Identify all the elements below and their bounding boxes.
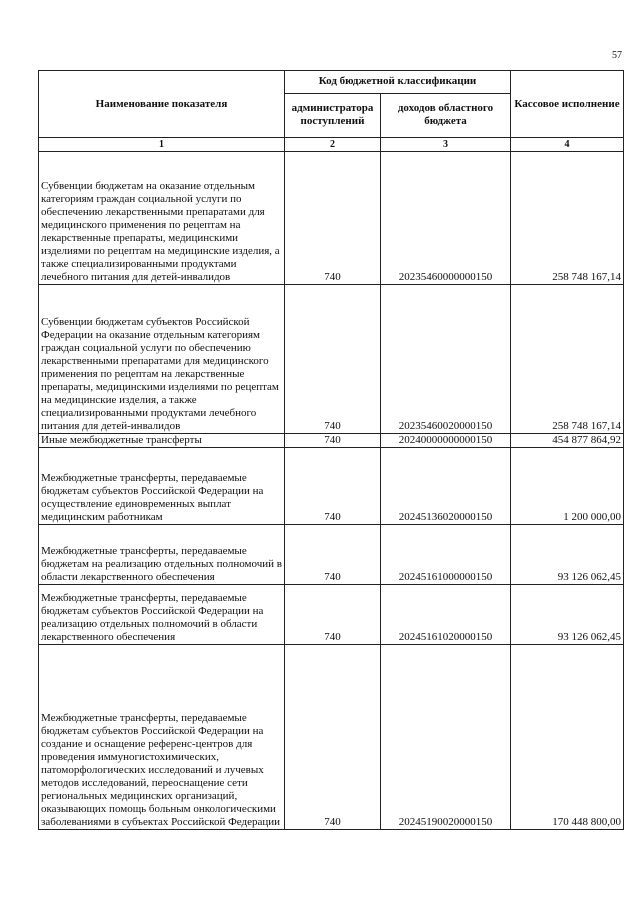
header-admin: администратора поступлений [285, 93, 381, 137]
indicator-name: Межбюджетные трансферты, передаваемые бюджетам субъектов Российской Федерации на осуществление единовременных выплат медицинским работникам [39, 448, 285, 525]
table-row [39, 152, 624, 285]
column-number: 1 [39, 138, 285, 152]
admin-code: 740 [285, 448, 381, 525]
table-row [39, 285, 624, 434]
table-row [39, 525, 624, 585]
table-row [39, 585, 624, 645]
income-code: 20240000000000150 [381, 434, 511, 448]
table-row [39, 645, 624, 830]
table-row [39, 434, 624, 448]
column-number: 3 [381, 138, 511, 152]
execution-amount: 454 877 864,92 [511, 434, 624, 448]
admin-code: 740 [285, 525, 381, 585]
admin-code: 740 [285, 285, 381, 434]
column-number: 4 [511, 138, 624, 152]
execution-amount: 170 448 800,00 [511, 645, 624, 830]
execution-amount: 93 126 062,45 [511, 525, 624, 585]
admin-code: 740 [285, 434, 381, 448]
admin-code: 740 [285, 152, 381, 285]
execution-amount: 258 748 167,14 [511, 152, 624, 285]
execution-amount: 1 200 000,00 [511, 448, 624, 525]
income-code: 20245161000000150 [381, 525, 511, 585]
indicator-name: Межбюджетные трансферты, передаваемые бюджетам на реализацию отдельных полномочий в области лекарственного обеспечения [39, 525, 285, 585]
page-number: 57 [612, 50, 622, 61]
budget-table [38, 70, 624, 830]
header-name: Наименование показателя [39, 71, 285, 138]
indicator-name: Межбюджетные трансферты, передаваемые бюджетам субъектов Российской Федерации на реализацию отдельных полномочий в области лекарственного обеспечения [39, 585, 285, 645]
execution-amount: 93 126 062,45 [511, 585, 624, 645]
income-code: 20245161020000150 [381, 585, 511, 645]
income-code: 20245190020000150 [381, 645, 511, 830]
indicator-name: Субвенции бюджетам на оказание отдельным категориям граждан социальной услуги по обеспечению лекарственными препаратами для медицинского применения по рецептам на лекарственные препараты, медицинскими изделиями по рецептам на медицинские изделия, а также специализированными продуктами лечебного питания для детей-инвалидов [39, 152, 285, 285]
income-code: 20235460000000150 [381, 152, 511, 285]
header-classification: Код бюджетной классификации [285, 71, 511, 94]
admin-code: 740 [285, 645, 381, 830]
column-number: 2 [285, 138, 381, 152]
header-execution: Кассовое исполнение [511, 71, 624, 138]
indicator-name: Иные межбюджетные трансферты [39, 434, 285, 448]
income-code: 20245136020000150 [381, 448, 511, 525]
execution-amount: 258 748 167,14 [511, 285, 624, 434]
indicator-name: Межбюджетные трансферты, передаваемые бюджетам субъектов Российской Федерации на создание и оснащение референс-центров для проведения иммуногистохимических, патоморфологических исследований и лучевых методов исследований, переоснащение сети региональных медицинских организаций, оказывающих помощь больным онкологическими заболеваниями в субъектах Российской Федерации [39, 645, 285, 830]
admin-code: 740 [285, 585, 381, 645]
table-row [39, 448, 624, 525]
indicator-name: Субвенции бюджетам субъектов Российской Федерации на оказание отдельным категориям граждан социальной услуги по обеспечению лекарственными препаратами для медицинского применения по рецептам на лекарственные препараты, медицинскими изделиями по рецептам на медицинские изделия, а также специализированными продуктами лечебного питания для детей-инвалидов [39, 285, 285, 434]
header-income: доходов областного бюджета [381, 93, 511, 137]
income-code: 20235460020000150 [381, 285, 511, 434]
